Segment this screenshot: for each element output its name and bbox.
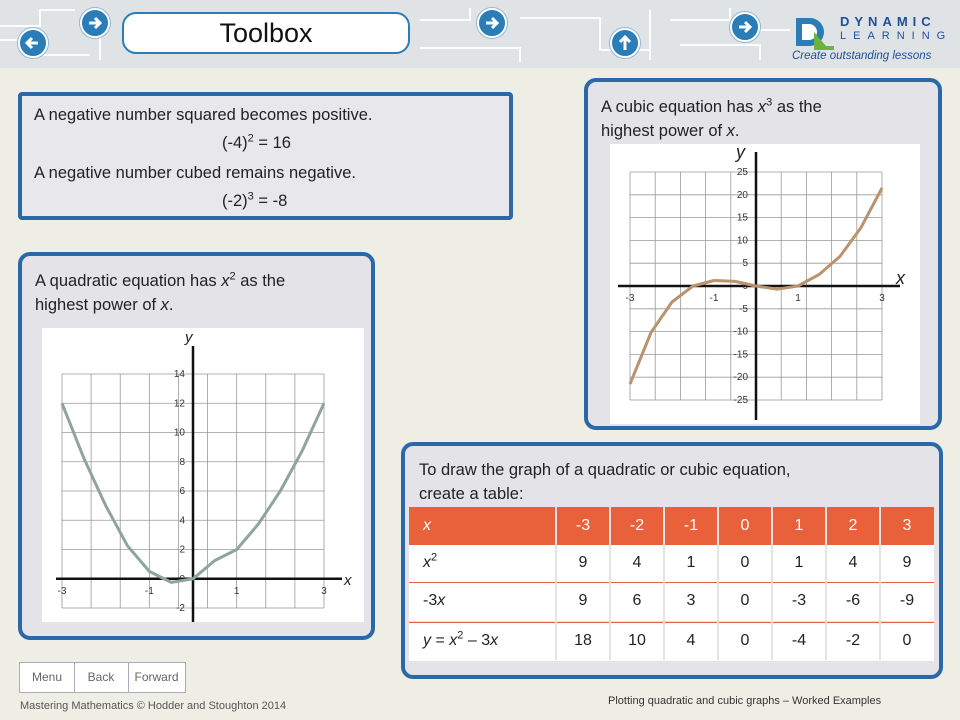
table-cell: -2 [845,632,861,649]
y-tick-label: 2 [179,544,185,556]
x-tick-label: 1 [233,585,240,597]
forward-arrow-icon[interactable] [477,8,507,38]
y-axis-label: y [736,144,745,162]
table-column-divider [879,507,881,660]
x-tick-label: 3 [321,585,327,597]
quadratic-text-line1: A quadratic equation has $x^2$ as the [35,270,286,290]
forward-button[interactable]: Forward [134,670,179,684]
table-cell: -4 [791,632,807,649]
table-column-divider [717,507,719,660]
quadratic-card [18,252,375,640]
table-cell: -6 [845,592,861,609]
table-cell: 0 [740,554,750,571]
x-tick-label: -1 [144,585,154,597]
y-tick-label: 4 [179,515,185,527]
y-tick-label: 12 [173,398,185,410]
back-button[interactable]: Back [74,663,129,692]
forward-arrow-icon[interactable] [80,8,110,38]
y-tick-label: 14 [173,369,185,380]
y-tick-label: -5 [739,303,748,315]
table-row-label: -3x [423,592,446,609]
x-axis-label: x [344,571,352,589]
quadratic-graph [42,328,364,622]
x-tick-label: -3 [625,293,635,304]
y-tick-label: -20 [733,372,748,384]
y-axis-label: y [185,329,193,346]
logo-word-learning: LEARNING [840,30,953,42]
table-header-cell: 3 [902,517,912,534]
table-row-label: $y = x^2 - 3x$ [423,629,499,649]
logo-mark-icon [792,12,838,52]
y-tick-label: 10 [736,235,748,247]
table-cell: 10 [628,632,646,649]
cubic-graph [610,144,920,424]
back-arrow-icon[interactable] [18,28,48,58]
table-header-cell: 0 [740,517,750,534]
cubic-text-line1: A cubic equation has $x^3$ as the [601,96,822,116]
squared-equation: $(-4)^2 = 16$ [222,132,291,152]
y-tick-label: 20 [736,189,748,201]
cubic-text-line2: highest power of x. [601,122,740,140]
powers-card [18,92,513,220]
y-tick-label: 0 [742,281,748,292]
table-cell: 1 [794,554,804,571]
cubic-card [584,78,942,430]
table-header-cell: 2 [848,517,858,534]
logo-tagline: Create outstanding lessons [792,50,932,62]
table-header-cell: -2 [629,517,645,534]
cubed-equation: $(-2)^3 = -8$ [222,190,288,210]
y-tick-label: 8 [179,456,185,468]
table-column-divider [663,507,665,660]
y-tick-label: 6 [179,486,185,497]
table-intro-line1: To draw the graph of a quadratic or cubic equation, [419,461,791,479]
table-cell: 18 [574,632,592,649]
table-header-cell: -3 [575,517,591,534]
table-header-cell: x [423,517,431,534]
x-tick-label: 1 [795,293,801,304]
page-title: Toolbox [122,12,410,54]
table-column-divider [825,507,827,660]
y-tick-label: -25 [733,395,748,406]
lesson-title-footer: Plotting quadratic and cubic graphs – Worked Examples [608,695,882,707]
table-header-cell: 1 [794,517,804,534]
table-cell: 0 [740,632,750,649]
table-cell: 0 [740,592,750,609]
y-tick-label: -2 [176,603,185,614]
table-row-label: $x^2$ [423,551,438,571]
table-cell: 1 [686,554,696,571]
table-cell: -9 [899,592,915,609]
table-intro-line2: create a table: [419,485,524,503]
table-column-divider [555,507,557,660]
x-tick-label: -3 [57,585,67,597]
y-tick-label: 10 [173,427,185,439]
table-header-cell: -1 [683,517,699,534]
table-cell: 9 [578,554,588,571]
x-tick-label: -1 [709,293,719,304]
cubic-plot-area [610,144,920,424]
table-cell: 4 [632,554,642,571]
table-cell: -3 [791,592,807,609]
table-cell: 4 [848,554,858,571]
table-cell: 6 [632,592,642,609]
logo-word-dynamic: DYNAMIC [840,14,936,29]
table-column-divider [609,507,611,660]
nav-buttons [19,662,186,693]
y-tick-label: 25 [736,167,748,178]
table-cell: 4 [686,632,696,649]
table-cell: 0 [902,632,912,649]
up-arrow-icon[interactable] [610,28,640,58]
menu-button[interactable]: Menu [20,663,75,692]
y-tick-label: 0 [179,573,185,585]
y-tick-label: 5 [742,258,748,270]
y-tick-label: -10 [733,326,748,338]
copyright-footer: Mastering Mathematics © Hodder and Stoughton 2014 [20,700,287,712]
y-tick-label: 15 [736,212,748,224]
y-tick-label: -15 [733,349,748,361]
cubed-statement: A negative number cubed remains negative. [34,164,356,182]
x-tick-label: 3 [879,293,885,304]
squared-statement: A negative number squared becomes positive. [34,106,373,124]
table-cell: 3 [686,592,696,609]
x-axis-label: x [896,268,905,288]
table-cell: 9 [902,554,912,571]
table-column-divider [771,507,773,660]
quadratic-text-line2: highest power of x. [35,296,174,314]
header-banner [0,0,960,68]
dynamic-learning-logo [790,10,953,66]
forward-arrow-icon[interactable] [730,12,760,42]
table-cell: 9 [578,592,588,609]
quadratic-plot-area [42,328,364,622]
